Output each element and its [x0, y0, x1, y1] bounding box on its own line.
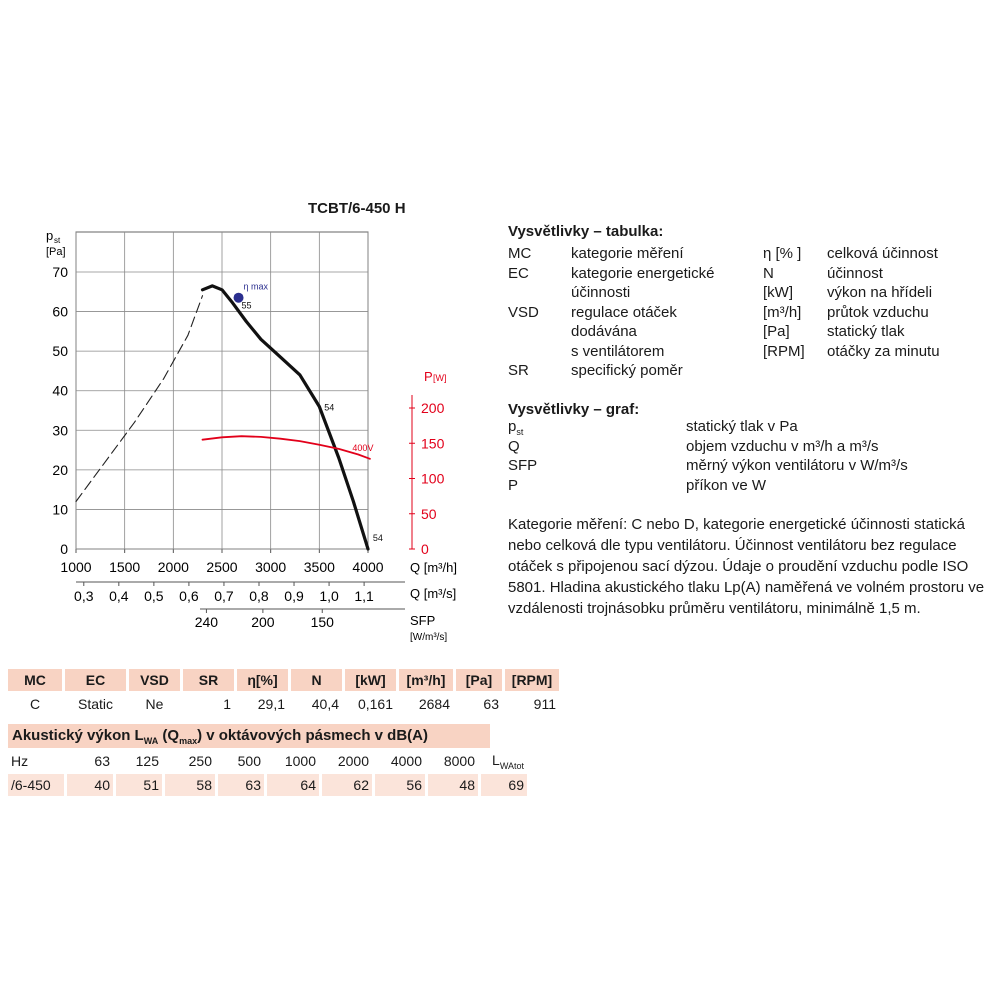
y-tick-label: 70	[52, 264, 68, 280]
legend-abbr: SR	[508, 362, 529, 379]
specs-value-cell: Static	[77, 696, 113, 712]
legend-abbr: MC	[508, 245, 532, 262]
legend-abbr: [Pa]	[763, 323, 790, 340]
legend-table-heading: Vysvětlivky – tabulka:	[508, 223, 664, 240]
right-tick-label: 200	[421, 400, 445, 416]
legend-desc: kategorie měření	[571, 245, 684, 262]
specs-header-cell: MC	[8, 669, 62, 691]
acoustic-band-row	[8, 750, 527, 772]
legend-graph	[508, 400, 639, 420]
x-tick-label: 2000	[157, 559, 189, 575]
y-axis-label-sub: st	[54, 236, 61, 245]
acoustic-band-cell: 63	[94, 753, 110, 769]
secondary-tick-label: 0,4	[109, 588, 129, 604]
acoustic-total-label: $L_{WAtot}$	[492, 751, 524, 771]
acoustic-value-cell: 69	[481, 774, 527, 796]
legend-graph-abbr: Q	[508, 437, 520, 455]
specs-header-cell: N	[291, 669, 342, 691]
secondary-tick-label: 0,7	[214, 588, 234, 604]
secondary-axis-label: Q [m³/s]	[410, 586, 457, 601]
secondary-tick-label: 1,0	[319, 588, 339, 604]
y-tick-label: 20	[52, 461, 68, 478]
acoustic-band-cell: 250	[188, 753, 212, 769]
x-tick-label: 1000	[60, 559, 92, 575]
legend-desc: výkon na hřídeli	[827, 284, 933, 301]
specs-value-row	[8, 693, 559, 715]
specs-header-cell: [Pa]	[456, 669, 502, 691]
right-tick-label: 150	[421, 435, 445, 452]
specs-table	[5, 667, 562, 717]
y-tick-label: 0	[60, 541, 68, 557]
legend-abbr: [kW]	[763, 284, 793, 301]
acoustic-value-cell: 51	[116, 774, 162, 796]
legend-desc: otáčky za minutu	[827, 342, 940, 360]
legend-desc: průtok vzduchu	[827, 303, 929, 321]
legend-desc: regulace otáček	[571, 303, 677, 321]
acoustic-value-cell: 48	[428, 774, 478, 796]
specs-header-row	[8, 669, 559, 691]
specs-value-cell: C	[29, 696, 41, 712]
specs-header-cell: [RPM]	[505, 669, 559, 691]
curve-annotation: 54	[324, 402, 335, 413]
y-axis-unit: [Pa]	[46, 246, 66, 258]
acoustic-band-cell: 2000	[337, 753, 369, 769]
acoustic-title-mid: (Q	[158, 727, 180, 744]
y-tick-label: 30	[52, 422, 68, 439]
y-tick-label: 50	[52, 343, 68, 360]
legend-graph-desc: měrný výkon ventilátoru v W/m³/s	[686, 457, 908, 474]
fan-curve-chart	[0, 0, 500, 660]
sfp-tick-label: 150	[310, 614, 334, 630]
legend-desc: s ventilátorem	[571, 342, 665, 360]
secondary-tick-label: 0,8	[249, 588, 269, 604]
curve-power	[203, 436, 370, 459]
acoustic-value-cell: 58	[165, 774, 215, 796]
acoustic-band-cell: 8000	[443, 753, 475, 769]
legend-abbr: [RPM]	[763, 342, 805, 360]
x-tick-label: 3500	[303, 559, 335, 575]
specs-header-cell: SR	[183, 669, 234, 691]
legend-graph-abbr: SFP	[508, 457, 538, 474]
acoustic-value-cell: 56	[375, 774, 425, 796]
acoustic-value-cell: 63	[218, 774, 264, 796]
acoustic-band-cell: 500	[237, 753, 261, 769]
chart-title: TCBT/6-450 H	[308, 200, 406, 217]
legend-table	[508, 222, 663, 242]
y-tick-label: 40	[52, 382, 68, 399]
specs-value-cell: Ne	[145, 696, 164, 712]
legend-desc: účinnosti	[571, 284, 631, 301]
legend-desc: celková účinnost	[827, 245, 938, 262]
x-tick-label: 4000	[352, 559, 384, 575]
secondary-tick-label: 0,6	[179, 588, 199, 604]
specs-value-cell: 1	[223, 696, 231, 712]
legend-graph-desc: statický tlak v Pa	[686, 418, 798, 435]
legend-graph-desc: příkon ve W	[686, 476, 767, 494]
curve-annotation: 54	[372, 533, 383, 544]
specs-header-cell: EC	[65, 669, 126, 691]
right-axis-label: P	[424, 369, 433, 384]
legend-abbr: EC	[508, 264, 529, 282]
y-tick-label: 60	[52, 303, 68, 320]
legend-graph-desc: objem vzduchu v m³/h a m³/s	[686, 437, 879, 455]
specs-value-cell: 0,161	[357, 696, 393, 712]
legend-desc: účinnost	[827, 264, 883, 282]
specs-header-cell: [m³/h]	[399, 669, 453, 691]
legend-abbr: VSD	[508, 303, 539, 321]
legend-desc: dodávána	[571, 323, 637, 340]
y-tick-label: 10	[52, 501, 68, 518]
curve-annotation: 400V	[352, 443, 374, 454]
acoustic-title-sub2: max	[179, 736, 198, 746]
legend-graph-abbr: P	[508, 476, 519, 494]
acoustic-title-prefix: Akustický výkon L	[12, 727, 144, 744]
secondary-tick-label: 1,1	[354, 588, 374, 604]
sfp-tick-label: 200	[251, 614, 275, 630]
measurement-note: Kategorie měření: C nebo D, kategorie energetické účinnosti statická nebo celková dle typu ventilátoru. Účinnost ventilátoru bez regulace otáček s připojenou sací dýzou. Údaje o proudění vzduchu podle ISO 5801. Hladina akustického tlaku Lp(A) naměřená ve volném prostoru ve vzdálenosti trojnásobku průměru ventilátoru, minimálně 1,5 m.	[508, 516, 985, 617]
legend-desc: kategorie energetické	[571, 264, 715, 282]
acoustic-band-cell: 4000	[390, 753, 422, 769]
acoustic-title-suffix: ) v oktávových pásmech v dB(A)	[197, 727, 428, 744]
legend-abbr: [m³/h]	[763, 303, 802, 321]
specs-value-cell: 2684	[418, 696, 450, 712]
specs-value-cell: 40,4	[311, 696, 339, 712]
acoustic-value-cell: 40	[67, 774, 113, 796]
sfp-tick-label: 240	[194, 614, 219, 630]
acoustic-table	[5, 748, 530, 798]
x-tick-label: 1500	[109, 559, 141, 575]
acoustic-title-sub1: WA	[143, 736, 159, 746]
acoustic-band-cell: 1000	[284, 753, 316, 769]
right-axis-unit: [W]	[433, 373, 447, 383]
x-axis-label: Q [m³/h]	[410, 560, 457, 575]
sfp-axis-label: SFP	[410, 613, 436, 628]
curve-pressure-extrapolated	[76, 296, 203, 502]
specs-value-cell: 63	[483, 696, 499, 712]
acoustic-title	[8, 724, 490, 748]
x-tick-label: 3000	[255, 559, 287, 575]
legend-abbr: N	[763, 264, 774, 282]
secondary-tick-label: 0,9	[284, 588, 304, 604]
sfp-axis-unit: [W/m³/s]	[410, 632, 448, 643]
curve-annotation: 55	[241, 300, 252, 311]
legend-graph-abbr: $p_{st}$	[508, 418, 524, 437]
acoustic-value-cell: 62	[322, 774, 372, 796]
legend-graph-heading: Vysvětlivky – graf:	[508, 401, 640, 418]
specs-header-cell: [kW]	[345, 669, 396, 691]
acoustic-model-label: /6-450	[8, 774, 64, 796]
specs-header-cell: η[%]	[237, 669, 288, 691]
acoustic-value-row	[8, 774, 527, 796]
right-tick-label: 50	[421, 505, 437, 522]
acoustic-band-cell: 125	[135, 753, 159, 769]
specs-value-cell: 911	[533, 696, 556, 712]
acoustic-value-cell: 64	[267, 774, 319, 796]
specs-header-cell: VSD	[129, 669, 180, 691]
right-tick-label: 0	[421, 541, 429, 557]
secondary-tick-label: 0,5	[144, 588, 164, 604]
acoustic-hz-label: Hz	[11, 753, 29, 769]
right-tick-label: 100	[421, 470, 445, 487]
legend-desc: statický tlak	[827, 323, 905, 340]
legend-abbr: η [% ]	[763, 245, 802, 262]
specs-value-cell: 29,1	[257, 696, 285, 712]
y-axis-label: p	[46, 228, 54, 243]
secondary-tick-label: 0,3	[74, 588, 94, 604]
legend-desc: specifický poměr	[571, 362, 683, 379]
eta-max-label: η max	[243, 281, 269, 292]
x-tick-label: 2500	[206, 559, 238, 575]
